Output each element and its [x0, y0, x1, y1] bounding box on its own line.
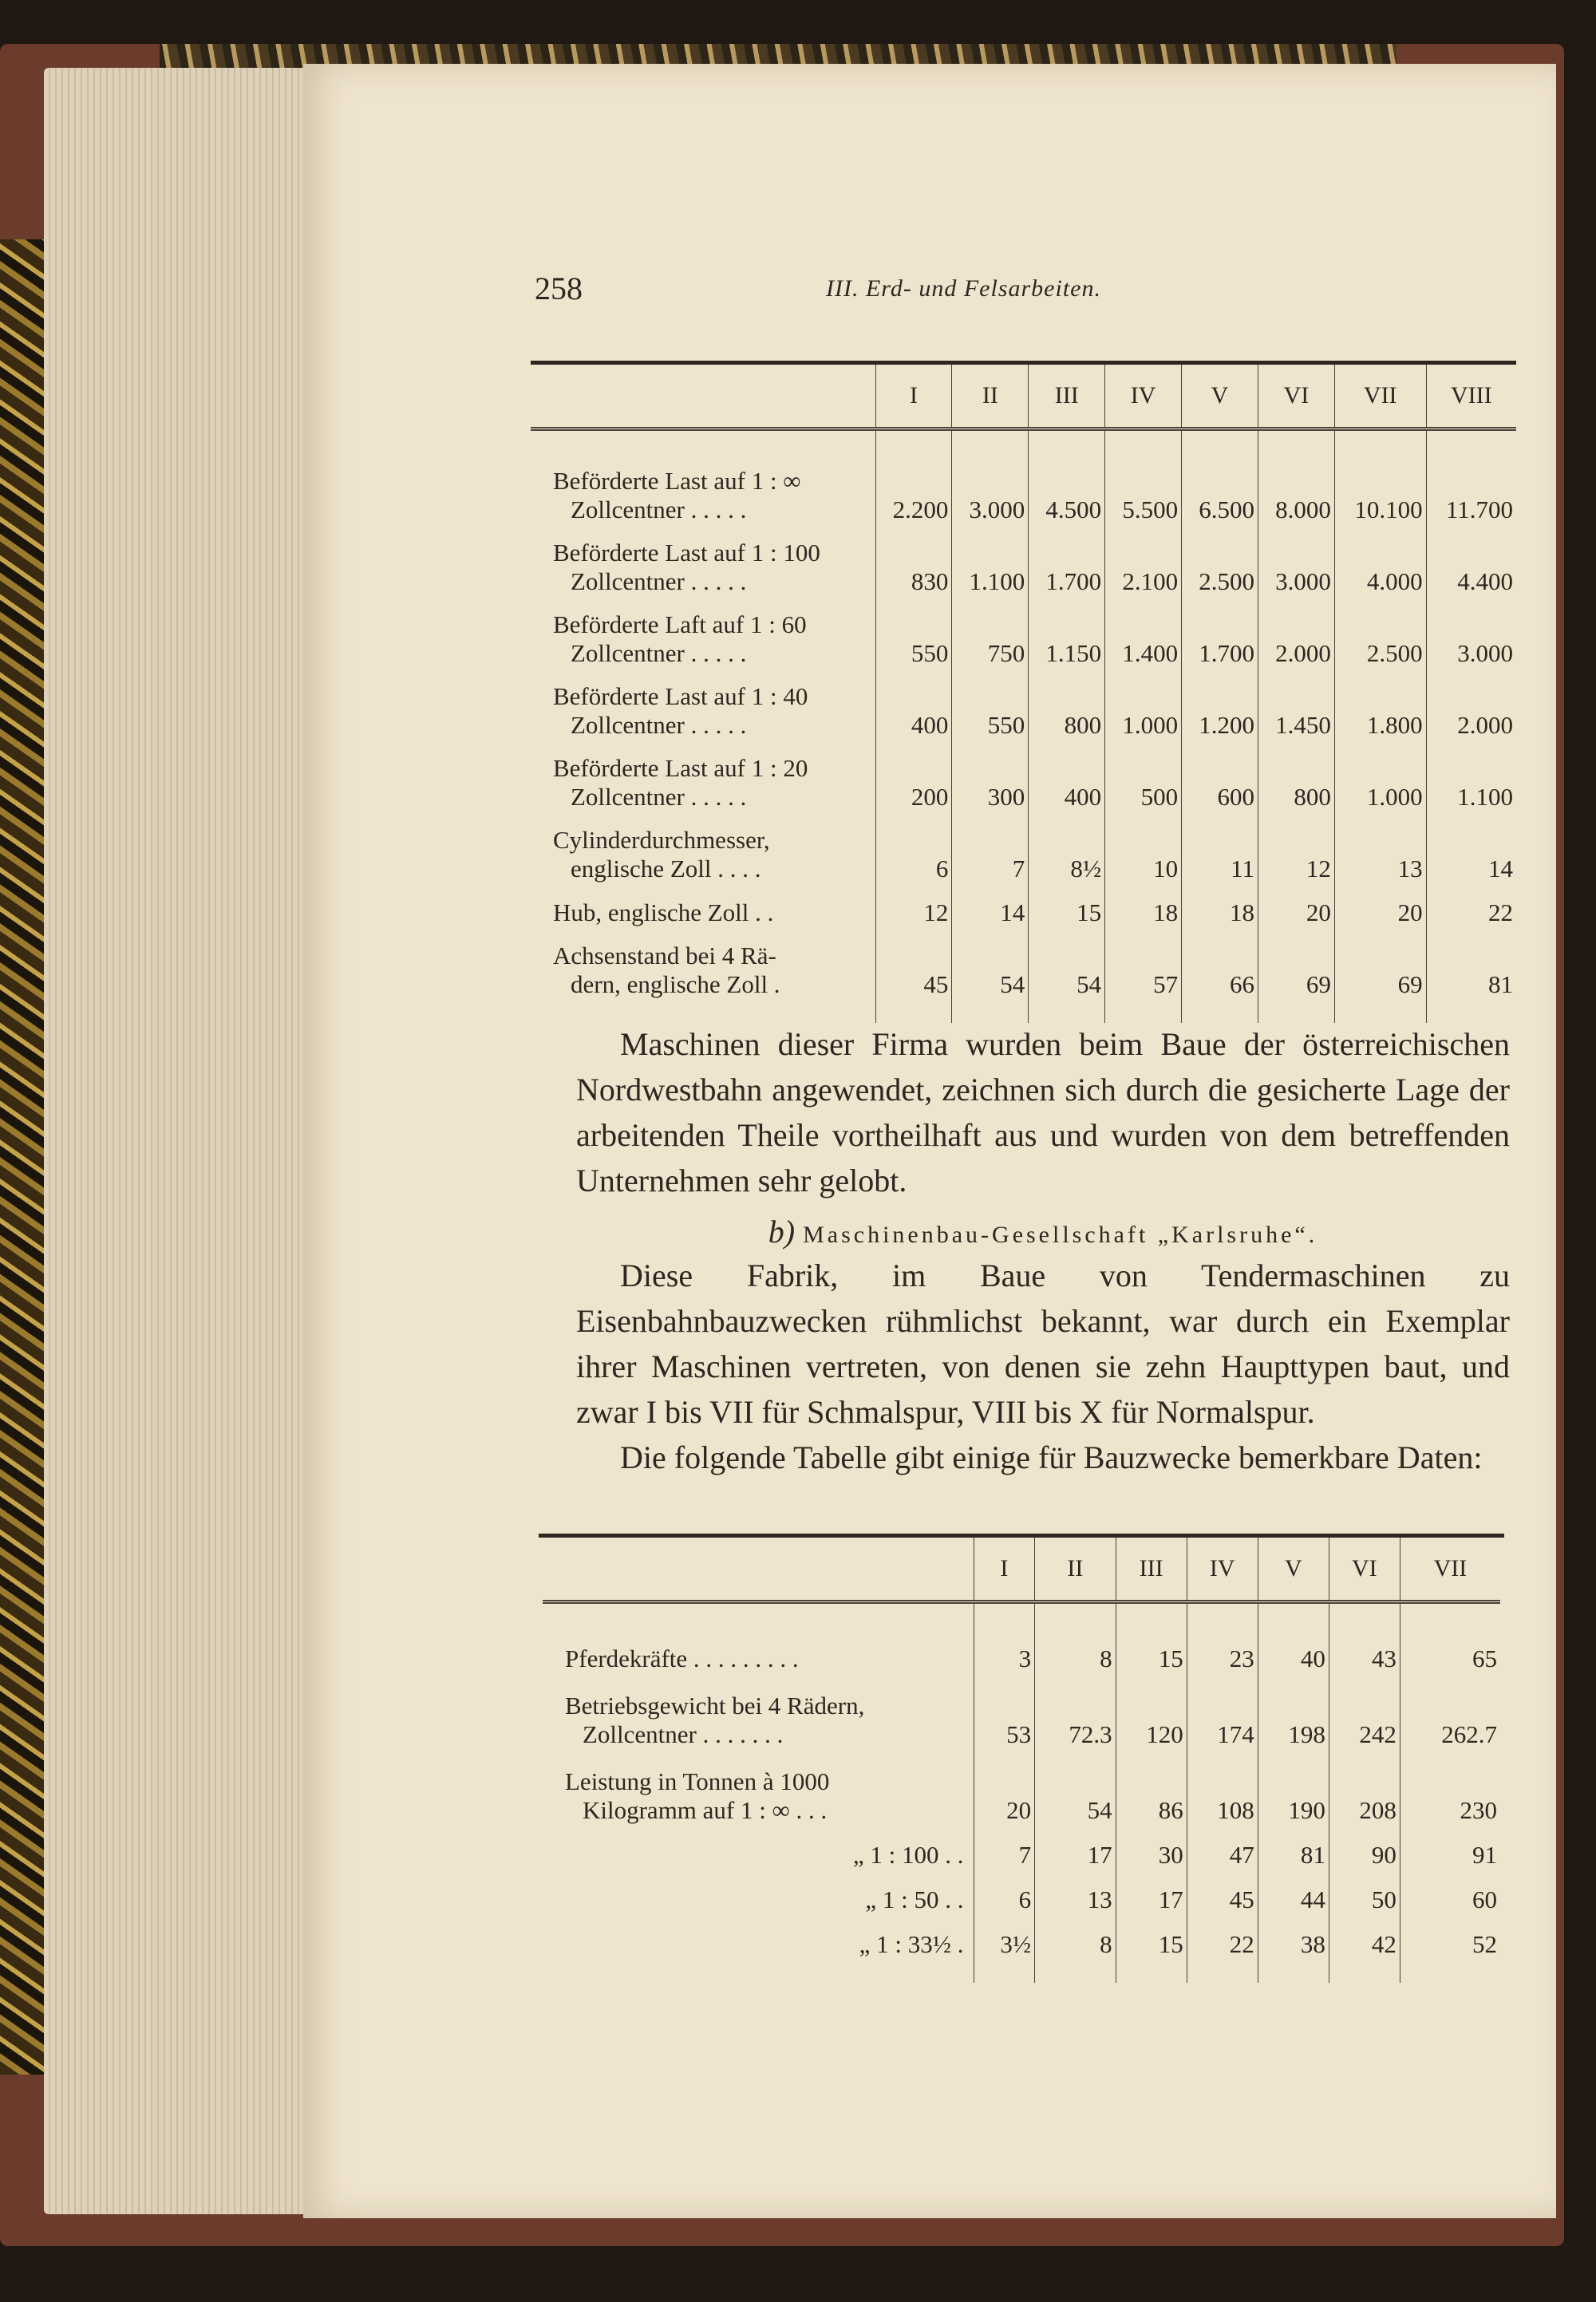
cell-value: 22: [1426, 883, 1516, 927]
cell-value: 14: [1426, 811, 1516, 883]
row-label-line2: Zollcentner . . . . . . .: [583, 1720, 784, 1748]
row-label-line1: Beförderte Last auf 1 : 20: [553, 754, 808, 782]
cell-value: 1.700: [1182, 596, 1258, 668]
cell-value: 40: [1258, 1625, 1329, 1673]
cell-value: 6: [875, 811, 952, 883]
row-label: [543, 1825, 974, 1870]
cell-value: 4.000: [1334, 524, 1426, 596]
column-header: VII: [1400, 1538, 1500, 1601]
table-row: [543, 1870, 1500, 1914]
row-label: [531, 524, 875, 596]
cell-value: 43: [1329, 1625, 1400, 1673]
cell-value: 11.700: [1426, 452, 1516, 524]
cell-value: 86: [1116, 1749, 1187, 1825]
cell-value: 7: [974, 1825, 1035, 1870]
cell-value: 800: [1029, 668, 1105, 740]
column-header: V: [1182, 365, 1258, 428]
cell-value: 190: [1258, 1749, 1329, 1825]
row-label: [543, 1870, 974, 1914]
table-locomotive-data-2: [543, 1538, 1500, 1983]
cell-value: 17: [1035, 1825, 1116, 1870]
row-label-line2: englische Zoll . . . .: [571, 855, 761, 882]
header-blank: [543, 1538, 974, 1601]
row-label-line2: Zollcentner . . . . .: [571, 496, 747, 523]
row-label-line1: Leistung in Tonnen à 1000: [565, 1767, 830, 1795]
row-label-line2: dern, englische Zoll .: [571, 970, 780, 998]
cell-value: 200: [875, 740, 952, 811]
subheading-marker: b): [768, 1214, 796, 1250]
cell-value: 400: [875, 668, 952, 740]
cell-value: 1.100: [952, 524, 1029, 596]
row-label: [531, 927, 875, 999]
cell-value: 23: [1187, 1625, 1258, 1673]
column-header: IV: [1105, 365, 1182, 428]
cell-value: 2.000: [1258, 596, 1334, 668]
cell-value: 8: [1035, 1914, 1116, 1959]
cell-value: 750: [952, 596, 1029, 668]
cell-value: 262.7: [1400, 1673, 1500, 1749]
cell-value: 198: [1258, 1673, 1329, 1749]
cell-value: 2.000: [1426, 668, 1516, 740]
cell-value: 1.200: [1182, 668, 1258, 740]
cell-value: 500: [1105, 740, 1182, 811]
cell-value: 50: [1329, 1870, 1400, 1914]
cell-value: 300: [952, 740, 1029, 811]
cell-value: 18: [1105, 883, 1182, 927]
cell-value: 52: [1400, 1914, 1500, 1959]
table-row: [531, 452, 1516, 524]
cell-value: 60: [1400, 1870, 1500, 1914]
cell-value: 20: [1258, 883, 1334, 927]
row-label-line2: Zollcentner . . . . .: [571, 567, 747, 595]
row-label: [531, 811, 875, 883]
page-stack: [44, 68, 307, 2214]
cell-value: 1.800: [1334, 668, 1426, 740]
column-header: III: [1029, 365, 1105, 428]
table-row: [531, 596, 1516, 668]
cell-value: 10.100: [1334, 452, 1426, 524]
cell-value: 1.150: [1029, 596, 1105, 668]
cell-value: 22: [1187, 1914, 1258, 1959]
table-header-row: [543, 1538, 1500, 1601]
row-label-line1: Betriebsgewicht bei 4 Rädern,: [565, 1692, 865, 1720]
row-label: [531, 596, 875, 668]
cell-value: 14: [952, 883, 1029, 927]
table-row: [543, 1914, 1500, 1959]
row-label-line2: Pferdekräfte . . . . . . . . .: [565, 1645, 799, 1672]
cell-value: 4.500: [1029, 452, 1105, 524]
cell-value: 17: [1116, 1870, 1187, 1914]
cell-value: 18: [1182, 883, 1258, 927]
paragraph-1-text: Maschinen dieser Firma wurden beim Baue der österreichischen Nordwestbahn angewendet, zeichnen sich durch die gesicherte Lage der arbeitenden Theile vortheilhaft aus und wurden von dem betreffenden Unternehmen sehr gelobt.: [576, 1026, 1510, 1198]
row-label-line1: Achsenstand bei 4 Rä-: [553, 942, 776, 969]
cell-value: 1.400: [1105, 596, 1182, 668]
cell-value: 242: [1329, 1673, 1400, 1749]
cell-value: 108: [1187, 1749, 1258, 1825]
table-row: [543, 1825, 1500, 1870]
cell-value: 66: [1182, 927, 1258, 999]
row-label: [531, 668, 875, 740]
cell-value: 42: [1329, 1914, 1400, 1959]
cell-value: 72.3: [1035, 1673, 1116, 1749]
column-header: I: [974, 1538, 1035, 1601]
cell-value: 15: [1116, 1914, 1187, 1959]
column-header: II: [952, 365, 1029, 428]
row-label-line1: Beförderte Laft auf 1 : 60: [553, 610, 807, 638]
table-row: [543, 1749, 1500, 1825]
cell-value: 6: [974, 1870, 1035, 1914]
cell-value: 3.000: [952, 452, 1029, 524]
cell-value: 11: [1182, 811, 1258, 883]
cell-value: 550: [875, 596, 952, 668]
cell-value: 54: [952, 927, 1029, 999]
paragraph-3-text: Die folgende Tabelle gibt einige für Bauzwecke bemerkbare Daten:: [620, 1439, 1483, 1475]
running-title: III. Erd- und Felsarbeiten.: [826, 275, 1101, 302]
column-header: VI: [1258, 365, 1334, 428]
cell-value: 2.500: [1182, 524, 1258, 596]
cell-value: 400: [1029, 740, 1105, 811]
cell-value: 10: [1105, 811, 1182, 883]
cell-value: 120: [1116, 1673, 1187, 1749]
row-label-line1: Beförderte Last auf 1 : ∞: [553, 467, 801, 495]
row-label-line2: Zollcentner . . . . .: [571, 639, 747, 667]
row-label-line2: „ 1 : 50 . .: [865, 1885, 964, 1913]
cell-value: 550: [952, 668, 1029, 740]
cell-value: 3½: [974, 1914, 1035, 1959]
paragraph-1: [576, 1021, 1510, 1203]
table-row: [531, 668, 1516, 740]
table-row: [543, 1625, 1500, 1673]
paragraph-2-text: Diese Fabrik, im Baue von Tendermaschinen zu Eisenbahnbauzwecken rühmlichst bekannt, war durch ein Exemplar ihrer Maschinen vertreten, von denen sie zehn Haupttypen baut, und zwar I bis VII für Schmalspur, VIII bis X für Normalspur.: [576, 1258, 1510, 1430]
cell-value: 600: [1182, 740, 1258, 811]
cell-value: 15: [1029, 883, 1105, 927]
page-number: 258: [535, 270, 583, 306]
cell-value: 81: [1426, 927, 1516, 999]
cell-value: 174: [1187, 1673, 1258, 1749]
cell-value: 12: [1258, 811, 1334, 883]
cell-value: 2.100: [1105, 524, 1182, 596]
table-locomotive-data-1: [531, 365, 1516, 1023]
row-label-line2: Hub, englische Zoll . .: [553, 898, 774, 926]
cell-value: 20: [1334, 883, 1426, 927]
row-label-line2: „ 1 : 100 . .: [852, 1841, 964, 1869]
cell-value: 4.400: [1426, 524, 1516, 596]
cell-value: 57: [1105, 927, 1182, 999]
cell-value: 54: [1035, 1749, 1116, 1825]
row-label: [543, 1749, 974, 1825]
cell-value: 1.000: [1105, 668, 1182, 740]
table-row: [531, 740, 1516, 811]
column-header: I: [875, 365, 952, 428]
cell-value: 2.500: [1334, 596, 1426, 668]
cell-value: 8.000: [1258, 452, 1334, 524]
cell-value: 12: [875, 883, 952, 927]
table-header-row: [531, 365, 1516, 428]
cell-value: 69: [1334, 927, 1426, 999]
row-label-line1: Cylinderdurchmesser,: [553, 826, 770, 854]
cell-value: 2.200: [875, 452, 952, 524]
table-row: [531, 524, 1516, 596]
row-label: [531, 740, 875, 811]
cell-value: 830: [875, 524, 952, 596]
cell-value: 54: [1029, 927, 1105, 999]
cell-value: 38: [1258, 1914, 1329, 1959]
cell-value: 1.100: [1426, 740, 1516, 811]
cell-value: 45: [875, 927, 952, 999]
cell-value: 3: [974, 1625, 1035, 1673]
table-row: [543, 1673, 1500, 1749]
cell-value: 1.450: [1258, 668, 1334, 740]
cell-value: 7: [952, 811, 1029, 883]
cell-value: 1.700: [1029, 524, 1105, 596]
marbled-edge: [0, 239, 48, 2075]
row-label-line1: Beförderte Last auf 1 : 100: [553, 539, 820, 567]
column-header: II: [1035, 1538, 1116, 1601]
paragraph-2: [576, 1253, 1510, 1480]
cell-value: 6.500: [1182, 452, 1258, 524]
column-header: VII: [1334, 365, 1426, 428]
row-label-line2: Kilogramm auf 1 : ∞ . . .: [583, 1796, 828, 1824]
row-label: [531, 452, 875, 524]
cell-value: 45: [1187, 1870, 1258, 1914]
row-label-line2: Zollcentner . . . . .: [571, 783, 747, 811]
cell-value: 69: [1258, 927, 1334, 999]
row-label: [543, 1673, 974, 1749]
cell-value: 800: [1258, 740, 1334, 811]
row-label-line1: Beförderte Last auf 1 : 40: [553, 682, 808, 710]
cell-value: 15: [1116, 1625, 1187, 1673]
cell-value: 53: [974, 1673, 1035, 1749]
table-row: [531, 927, 1516, 999]
row-label-line2: Zollcentner . . . . .: [571, 711, 747, 739]
cell-value: 13: [1334, 811, 1426, 883]
cell-value: 91: [1400, 1825, 1500, 1870]
cell-value: 47: [1187, 1825, 1258, 1870]
table-row: [531, 883, 1516, 927]
column-header: V: [1258, 1538, 1329, 1601]
cell-value: 44: [1258, 1870, 1329, 1914]
row-label: [531, 883, 875, 927]
cell-value: 81: [1258, 1825, 1329, 1870]
cell-value: 208: [1329, 1749, 1400, 1825]
cell-value: 13: [1035, 1870, 1116, 1914]
cell-value: 90: [1329, 1825, 1400, 1870]
row-label: [543, 1625, 974, 1673]
column-header: VI: [1329, 1538, 1400, 1601]
cell-value: 8½: [1029, 811, 1105, 883]
cell-value: 20: [974, 1749, 1035, 1825]
header-blank: [531, 365, 875, 428]
table-row: [531, 811, 1516, 883]
cell-value: 3.000: [1258, 524, 1334, 596]
column-header: III: [1116, 1538, 1187, 1601]
subheading-text: Maschinenbau-Gesellschaft „Karlsruhe“.: [803, 1222, 1318, 1248]
cell-value: 3.000: [1426, 596, 1516, 668]
row-label-line2: „ 1 : 33½ .: [859, 1930, 964, 1958]
subheading: [576, 1209, 1510, 1258]
row-label: [543, 1914, 974, 1959]
column-header: IV: [1187, 1538, 1258, 1601]
column-header: VIII: [1426, 365, 1516, 428]
cell-value: 1.000: [1334, 740, 1426, 811]
cell-value: 5.500: [1105, 452, 1182, 524]
cell-value: 230: [1400, 1749, 1500, 1825]
cell-value: 8: [1035, 1625, 1116, 1673]
cell-value: 30: [1116, 1825, 1187, 1870]
cell-value: 65: [1400, 1625, 1500, 1673]
